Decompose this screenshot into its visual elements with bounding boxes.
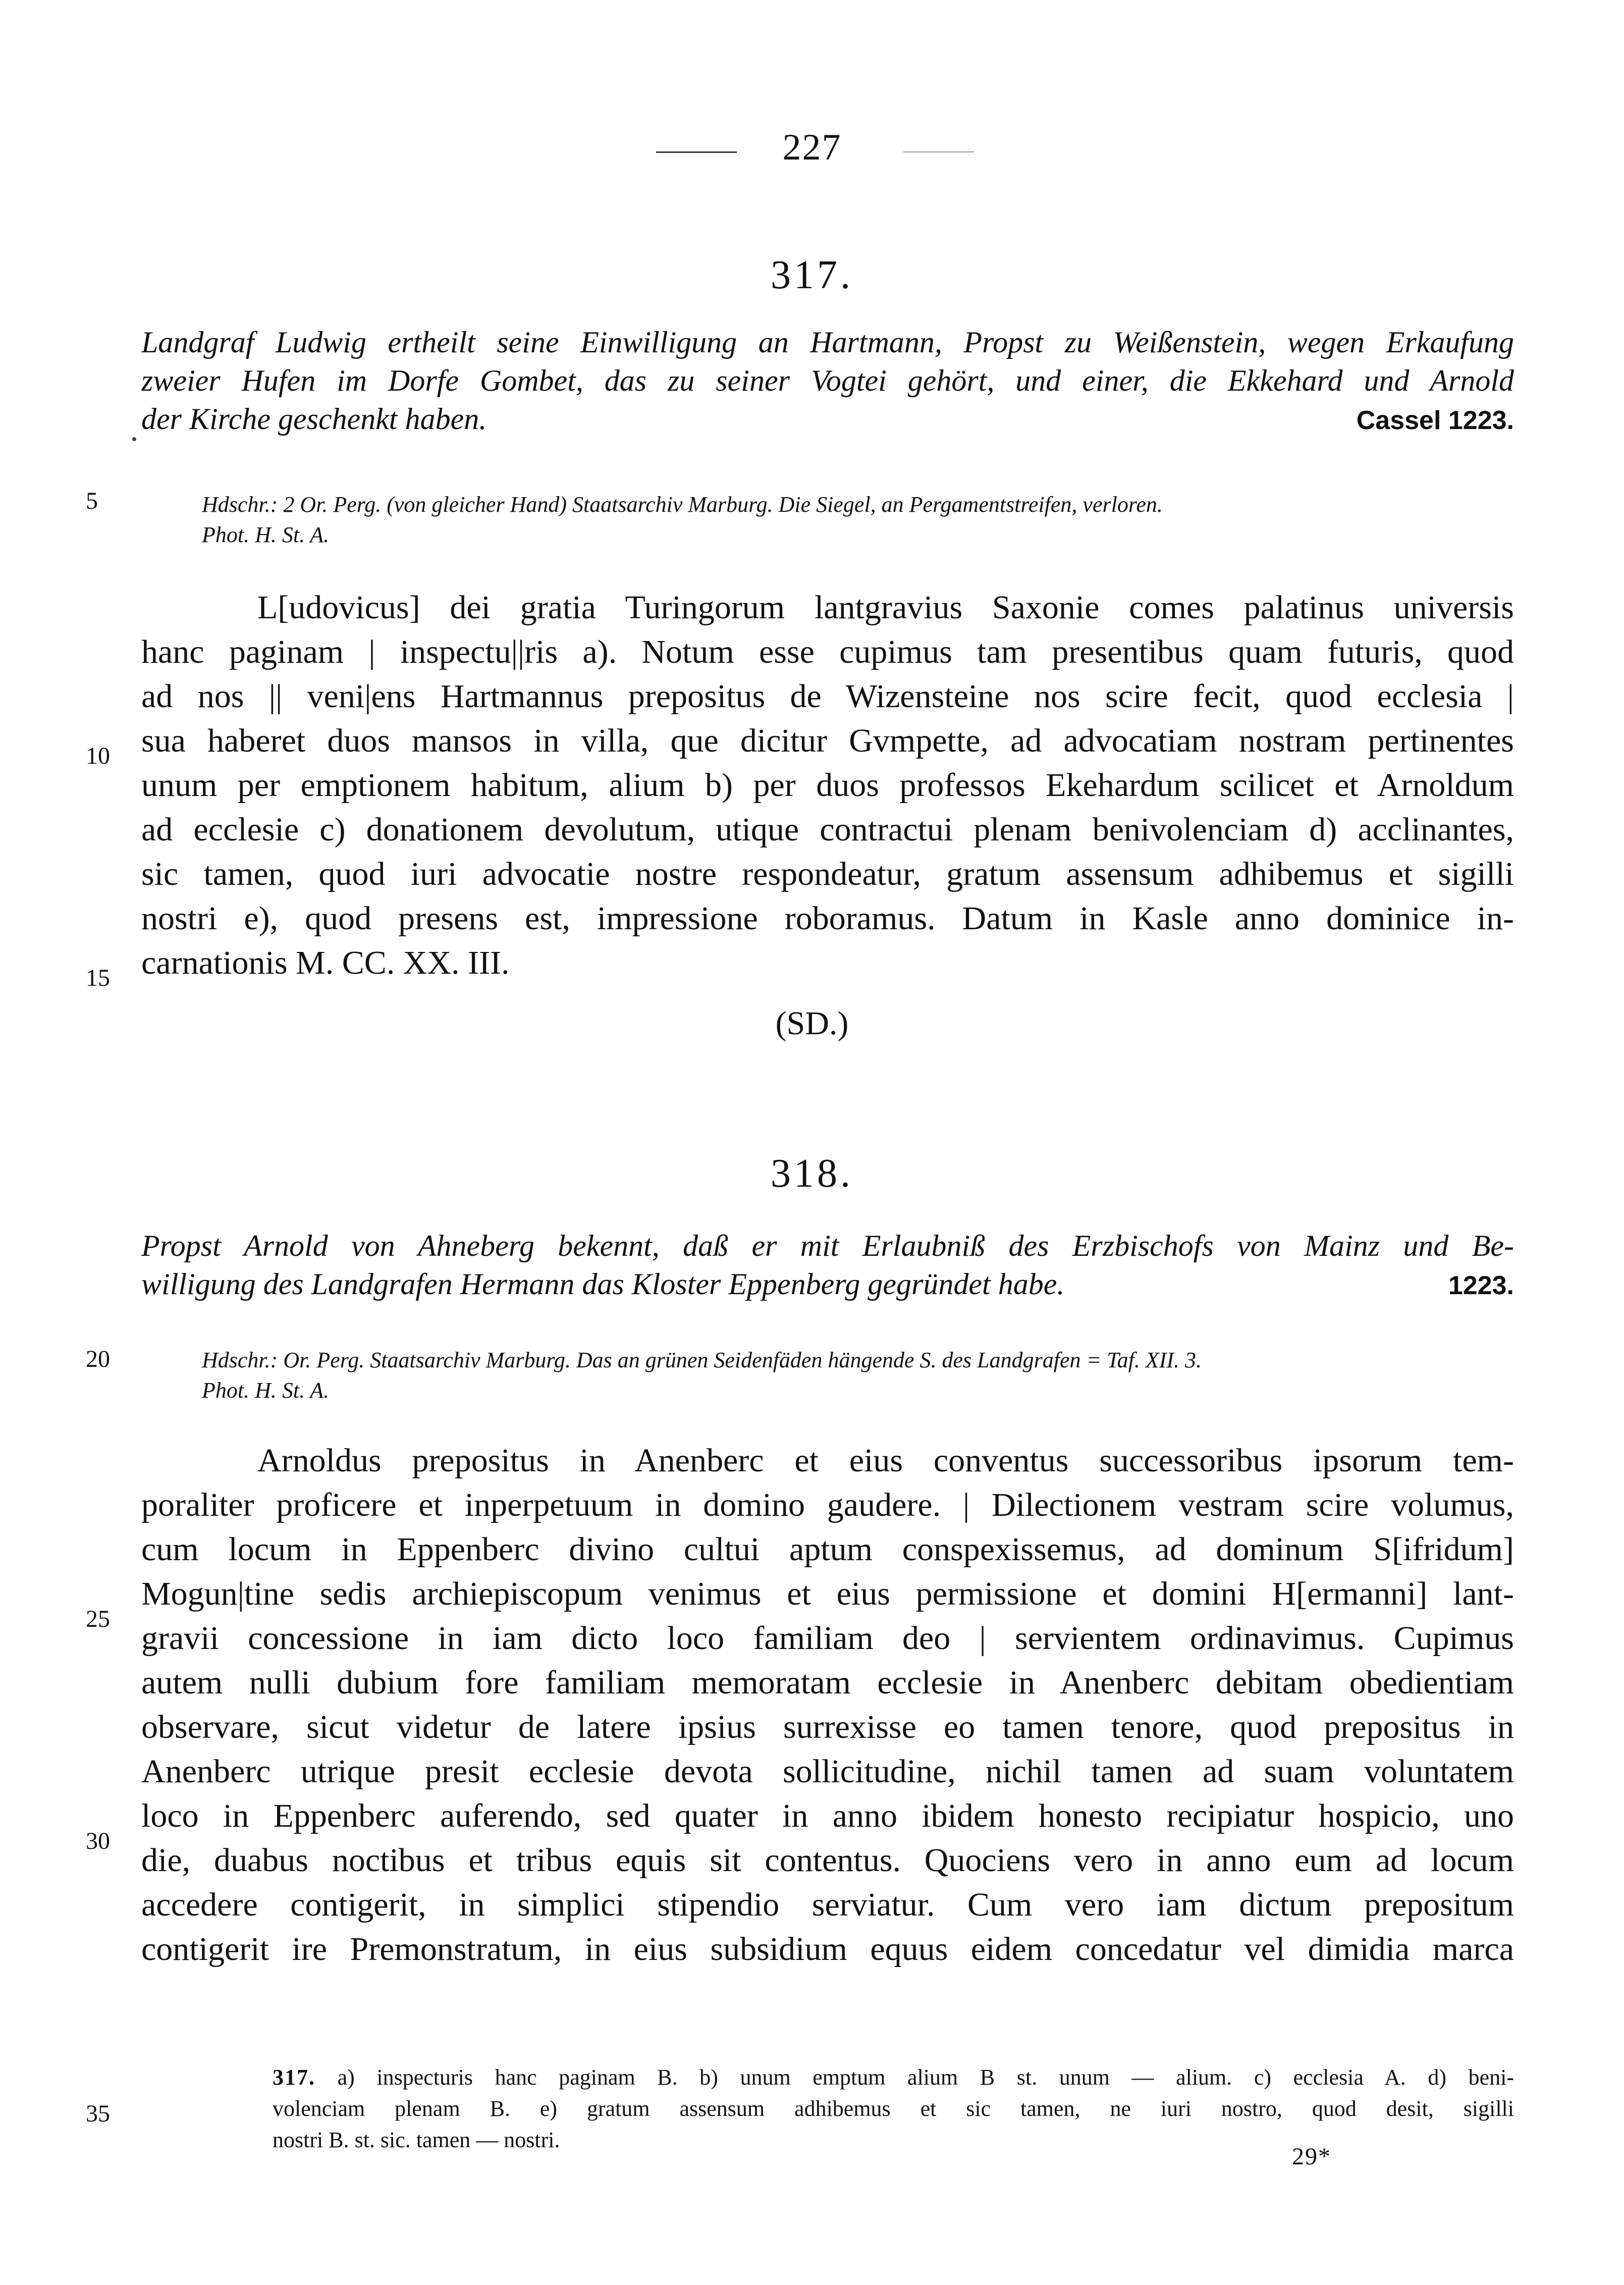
text-line: carnationis M. CC. XX. III. bbox=[141, 944, 510, 981]
line-number: 5 bbox=[86, 488, 98, 514]
line-number: 30 bbox=[86, 1828, 110, 1854]
text-line: Mogun|tine sedis archiepiscopum venimus et eius permissione et domini H[ermanni] lant- bbox=[141, 1575, 1514, 1612]
regest-line: Landgraf Ludwig ertheilt seine Einwilligung an Hartmann, Propst zu Weißenstein, wegen Erkaufung bbox=[141, 326, 1514, 359]
charter-text-318 bbox=[141, 1439, 1514, 1972]
footnotes bbox=[273, 2062, 1514, 2156]
text-line: nostri e), quod presens est, impressione roboramus. Datum in Kasle anno dominice in- bbox=[141, 900, 1514, 937]
text-line: ad ecclesie c) donationem devolutum, utique contractui plenam benivolenciam d) acclinantes, bbox=[141, 811, 1514, 848]
line-number: 35 bbox=[86, 2100, 110, 2127]
text-line: sic tamen, quod iuri advocatie nostre respondeatur, gratum assensum adhibemus et sigilli bbox=[141, 856, 1514, 892]
line-number: 25 bbox=[86, 1606, 110, 1632]
text-line: observare, sicut videtur de latere ipsius surrexisse eo tamen tenore, quod prepositus in bbox=[141, 1709, 1514, 1745]
text-line: sua haberet duos mansos in villa, que dicitur Gvmpette, ad advocatiam nostram pertinentes bbox=[141, 722, 1514, 759]
text-line: die, duabus noctibus et tribus equis sit contentus. Quociens vero in anno eum ad locum bbox=[141, 1842, 1514, 1879]
regest-line: zweier Hufen im Dorfe Gombet, das zu seiner Vogtei gehört, und einer, die Ekkehard und Arnold bbox=[141, 364, 1514, 397]
place-date: Cassel 1223. bbox=[1356, 406, 1514, 435]
text-line: Arnoldus prepositus in Anenberc et eius conventus successoribus ipsorum tem- bbox=[257, 1442, 1514, 1479]
sheet-signature: 29* bbox=[1292, 2143, 1331, 2170]
footnote-line: nostri B. st. sic. tamen — nostri. bbox=[273, 2128, 560, 2152]
text-line: Anenberc utrique presit ecclesie devota sollicitudine, nichil tamen ad suam voluntatem bbox=[141, 1753, 1514, 1790]
regest-line: der Kirche geschenkt haben. bbox=[141, 402, 487, 436]
text-line: accedere contigerit, in simplici stipendio serviatur. Cum vero iam dictum prepositum bbox=[141, 1886, 1514, 1923]
text-line: L[udovicus] dei gratia Turingorum lantgravius Saxonie comes palatinus universis bbox=[257, 589, 1514, 626]
ms-note-line: Hdschr.: Or. Perg. Staatsarchiv Marburg. Das an grünen Seidenfäden hängende S. des Landgrafen = Taf. XII. 3. bbox=[202, 1348, 1202, 1372]
margin-mark bbox=[132, 437, 136, 441]
manuscript-note-318 bbox=[202, 1345, 1514, 1406]
text-line: hanc paginam | inspectu||ris a). Notum esse cupimus tam presentibus quam futuris, quod bbox=[141, 633, 1514, 670]
charter-text-317 bbox=[141, 586, 1514, 985]
text-line: autem nulli dubium fore familiam memoratam ecclesie in Anenberc debitam obedientiam bbox=[141, 1664, 1514, 1701]
charter-number-318: 318. bbox=[771, 1151, 853, 1196]
regest-317 bbox=[141, 323, 1514, 440]
ms-note-line: Phot. H. St. A. bbox=[202, 1378, 330, 1403]
page-number: 227 bbox=[782, 127, 842, 168]
ms-note-line: Hdschr.: 2 Or. Perg. (von gleicher Hand) Staatsarchiv Marburg. Die Siegel, an Pergamentstreifen, verloren. bbox=[202, 492, 1163, 517]
regest-line: Propst Arnold von Ahneberg bekennt, daß er mit Erlaubniß des Erzbischofs von Mainz und Be- bbox=[141, 1229, 1514, 1262]
ms-note-line: Phot. H. St. A. bbox=[202, 522, 330, 547]
footnote-line: volenciam plenam B. e) gratum assensum adhibemus et sic tamen, ne iuri nostro, quod desit, sigilli bbox=[273, 2096, 1514, 2121]
text-line: contigerit ire Premonstratum, in eius subsidium equus eidem concedatur vel dimidia marca bbox=[141, 1931, 1514, 1968]
charter-number-317: 317. bbox=[771, 253, 853, 297]
header-rule-right bbox=[903, 151, 974, 152]
footnote-label: 317. bbox=[273, 2065, 315, 2090]
regest-line: willigung des Landgrafen Hermann das Kloster Eppenberg gegründet habe. bbox=[141, 1267, 1065, 1301]
place-date: 1223. bbox=[1448, 1271, 1514, 1300]
line-number: 20 bbox=[86, 1346, 110, 1372]
text-line: ad nos || veni|ens Hartmannus prepositus de Wizensteine nos scire fecit, quod ecclesia | bbox=[141, 678, 1514, 715]
text-line: loco in Eppenberc auferendo, sed quater in anno ibidem honesto recipiatur hospicio, uno bbox=[141, 1797, 1514, 1834]
footnote-text: a) inspecturis hanc paginam B. b) unum emptum alium B st. unum — alium. c) ecclesia A. d) beni- bbox=[337, 2065, 1514, 2090]
text-line: cum locum in Eppenberc divino cultui aptum conspexissemus, ad dominum S[ifridum] bbox=[141, 1531, 1514, 1568]
manuscript-note-317 bbox=[202, 490, 1514, 550]
regest-318 bbox=[141, 1227, 1514, 1305]
line-number: 15 bbox=[86, 965, 110, 991]
line-number: 10 bbox=[86, 742, 110, 769]
footnote-line bbox=[273, 2062, 1514, 2093]
text-line: gravii concessione in iam dicto loco familiam deo | servientem ordinavimus. Cupimus bbox=[141, 1620, 1514, 1657]
text-line: poraliter proficere et inperpetuum in domino gaudere. | Dilectionem vestram scire volumus, bbox=[141, 1486, 1514, 1523]
text-line: unum per emptionem habitum, alium b) per duos professos Ekehardum scilicet et Arnoldum bbox=[141, 767, 1514, 804]
sigil-mark: (SD.) bbox=[775, 1005, 849, 1042]
